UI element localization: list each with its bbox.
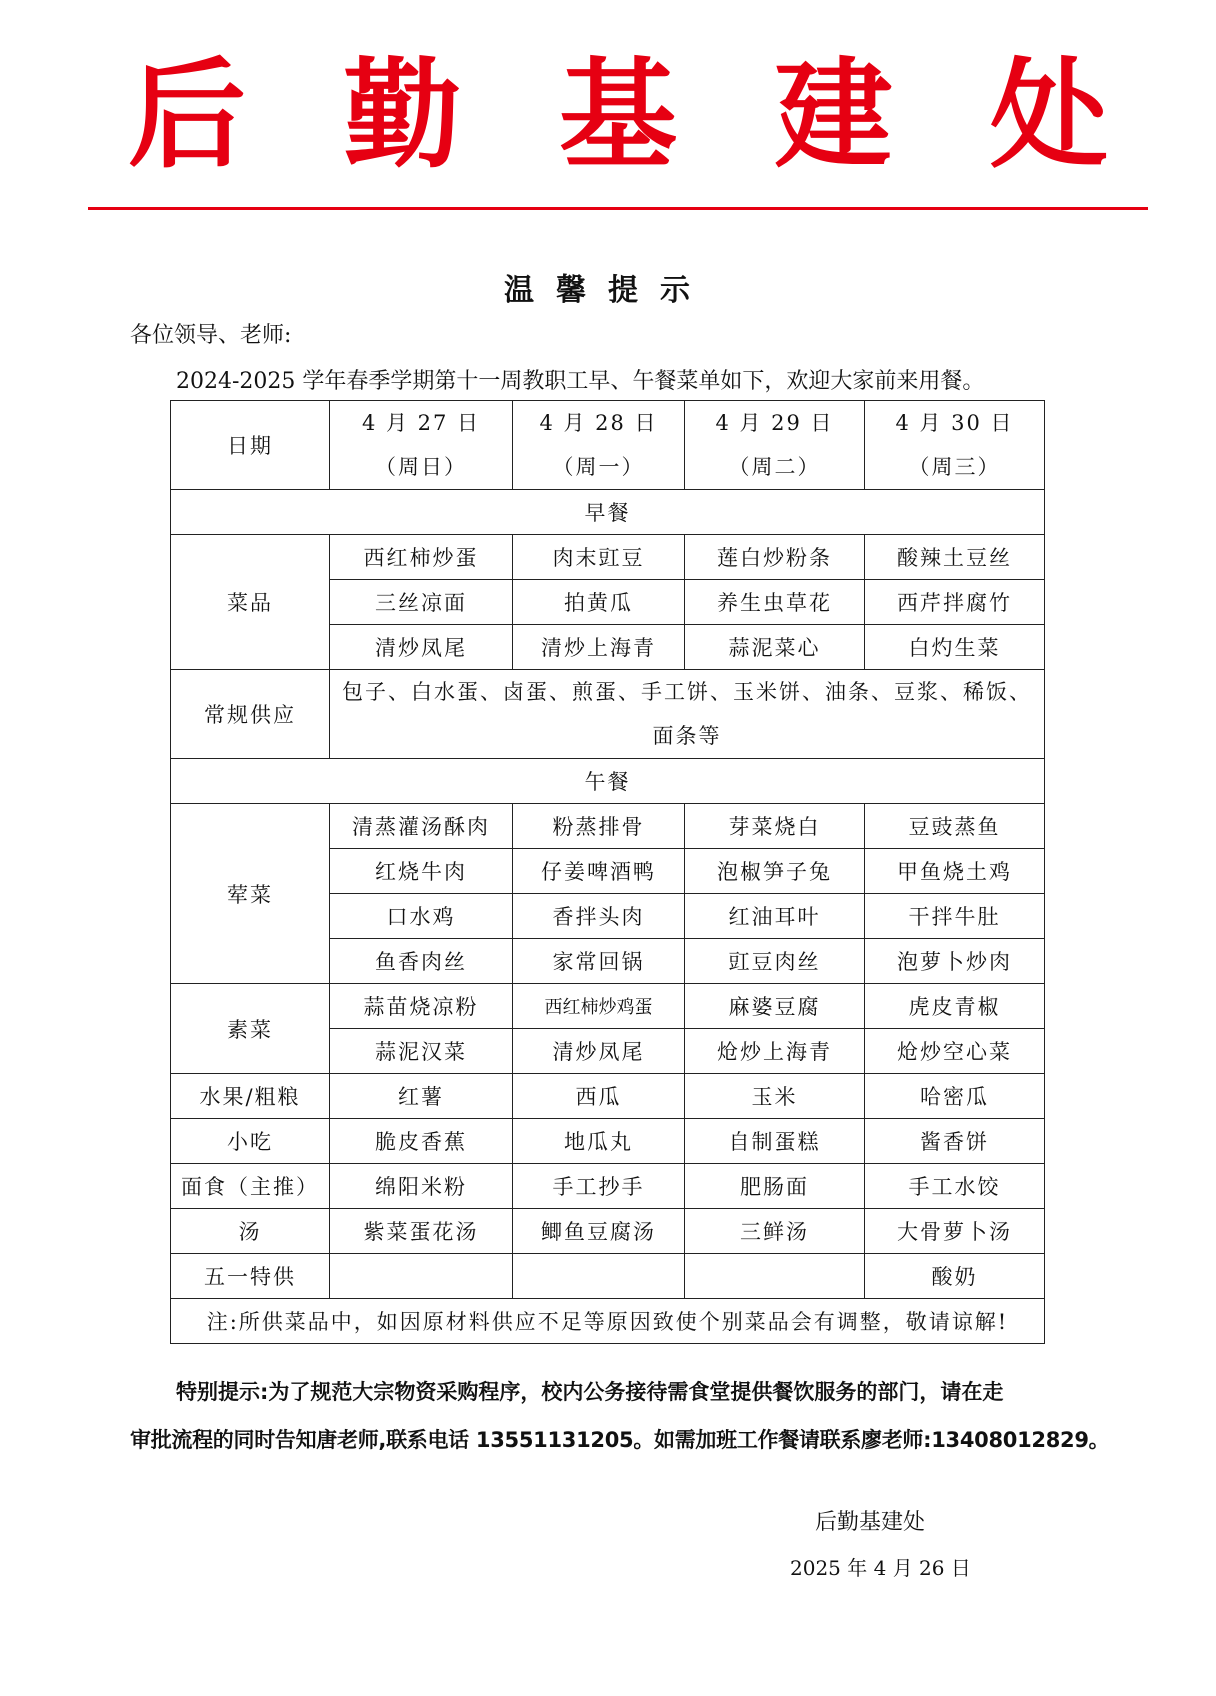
day-header — [513, 401, 685, 490]
dish-cell: 清炒上海青 — [513, 625, 685, 670]
snack-label: 小吃 — [171, 1119, 330, 1164]
special-notice-line: 审批流程的同时告知唐老师,联系电话 13551131205。如需加班工作餐请联系廖老师:13408012829。 — [130, 1428, 1110, 1452]
dish-cell: 香拌头肉 — [513, 894, 685, 939]
date-row — [171, 401, 1045, 490]
table-row — [171, 1209, 1045, 1254]
regular-supply-cell — [330, 670, 1045, 759]
table-row — [171, 1254, 1045, 1299]
meat-dishes-label: 荤菜 — [171, 804, 330, 984]
dish-cell: 红烧牛肉 — [330, 849, 513, 894]
dish-cell: 虎皮青椒 — [865, 984, 1045, 1029]
soup-label: 汤 — [171, 1209, 330, 1254]
dish-cell: 肉末豇豆 — [513, 535, 685, 580]
table-row — [171, 1119, 1045, 1164]
day-header — [865, 401, 1045, 490]
dish-cell: 酸奶 — [865, 1254, 1045, 1299]
table-row — [171, 1164, 1045, 1209]
special-notice — [130, 1368, 1110, 1464]
day-header — [330, 401, 513, 490]
lunch-section-header: 午餐 — [171, 759, 1045, 804]
table-note: 注:所供菜品中，如因原材料供应不足等原因致使个别菜品会有调整，敬请谅解! — [171, 1299, 1045, 1344]
intro-text: 2024-2025 学年春季学期第十一周教职工早、午餐菜单如下，欢迎大家前来用餐。 — [176, 369, 985, 394]
dish-cell — [513, 1254, 685, 1299]
dish-cell: 蒜泥菜心 — [685, 625, 865, 670]
table-row — [171, 984, 1045, 1029]
masthead-divider — [88, 207, 1148, 210]
dish-cell: 脆皮香蕉 — [330, 1119, 513, 1164]
dish-cell: 蒜苗烧凉粉 — [330, 984, 513, 1029]
dish-cell: 泡椒笋子兔 — [685, 849, 865, 894]
day-date: 4 月 27 日 — [361, 411, 481, 435]
masthead — [88, 40, 1148, 190]
dish-cell: 芽菜烧白 — [685, 804, 865, 849]
dish-cell — [685, 1254, 865, 1299]
menu-table — [170, 400, 1045, 1344]
signature-date: 2025 年 4 月 26 日 — [790, 1556, 971, 1580]
fruit-label: 水果/粗粮 — [171, 1074, 330, 1119]
dish-cell: 豇豆肉丝 — [685, 939, 865, 984]
dish-cell: 西芹拌腐竹 — [865, 580, 1045, 625]
veg-dishes-label: 素菜 — [171, 984, 330, 1074]
dish-cell: 仔姜啤酒鸭 — [513, 849, 685, 894]
table-row — [171, 535, 1045, 580]
dish-cell: 酸辣土豆丝 — [865, 535, 1045, 580]
signature-org: 后勤基建处 — [815, 1510, 926, 1535]
dish-cell: 肥肠面 — [685, 1164, 865, 1209]
dish-cell: 手工抄手 — [513, 1164, 685, 1209]
table-row — [171, 804, 1045, 849]
dish-cell: 拍黄瓜 — [513, 580, 685, 625]
masthead-char: 勤 — [343, 45, 462, 184]
table-row — [171, 670, 1045, 759]
dish-cell: 养生虫草花 — [685, 580, 865, 625]
day-weekday: （周一） — [552, 455, 645, 479]
dish-cell — [330, 1254, 513, 1299]
dish-cell: 炝炒空心菜 — [865, 1029, 1045, 1074]
regular-supply-label: 常规供应 — [171, 670, 330, 759]
dish-cell: 蒜泥汉菜 — [330, 1029, 513, 1074]
page-title: 温馨提示 — [504, 273, 712, 308]
dish-cell: 麻婆豆腐 — [685, 984, 865, 1029]
dish-cell: 莲白炒粉条 — [685, 535, 865, 580]
dish-cell: 绵阳米粉 — [330, 1164, 513, 1209]
dish-cell: 红油耳叶 — [685, 894, 865, 939]
dish-cell: 手工水饺 — [865, 1164, 1045, 1209]
dish-cell: 地瓜丸 — [513, 1119, 685, 1164]
dish-cell: 泡萝卜炒肉 — [865, 939, 1045, 984]
dish-cell: 白灼生菜 — [865, 625, 1045, 670]
noodle-label: 面食（主推） — [171, 1164, 330, 1209]
dish-cell: 干拌牛肚 — [865, 894, 1045, 939]
day-date: 4 月 28 日 — [539, 411, 658, 435]
regular-supply-line: 包子、白水蛋、卤蛋、煎蛋、手工饼、玉米饼、油条、豆浆、稀饭、 — [342, 680, 1032, 704]
dish-cell: 家常回锅 — [513, 939, 685, 984]
dish-cell: 自制蛋糕 — [685, 1119, 865, 1164]
dish-cell: 鲫鱼豆腐汤 — [513, 1209, 685, 1254]
dish-cell: 清炒凤尾 — [513, 1029, 685, 1074]
day-date: 4 月 30 日 — [895, 411, 1014, 435]
dish-cell: 西瓜 — [513, 1074, 685, 1119]
special-notice-line: 特别提示:为了规范大宗物资采购程序，校内公务接待需食堂提供餐饮服务的部门，请在走 — [176, 1380, 1004, 1404]
dish-cell: 炝炒上海青 — [685, 1029, 865, 1074]
masthead-char: 基 — [558, 45, 677, 184]
date-label: 日期 — [171, 401, 330, 490]
dish-cell: 酱香饼 — [865, 1119, 1045, 1164]
dish-cell: 三丝凉面 — [330, 580, 513, 625]
masthead-char: 建 — [774, 45, 893, 184]
regular-supply-line: 面条等 — [652, 724, 722, 748]
masthead-char: 后 — [128, 45, 247, 184]
breakfast-section-header: 早餐 — [171, 490, 1045, 535]
dish-cell: 哈密瓜 — [865, 1074, 1045, 1119]
dish-cell: 红薯 — [330, 1074, 513, 1119]
salutation: 各位领导、老师: — [130, 323, 292, 348]
day-weekday: （周二） — [728, 455, 821, 479]
dish-cell: 口水鸡 — [330, 894, 513, 939]
day-date: 4 月 29 日 — [715, 411, 834, 435]
breakfast-dishes-label: 菜品 — [171, 535, 330, 670]
dish-cell: 粉蒸排骨 — [513, 804, 685, 849]
dish-cell: 豆豉蒸鱼 — [865, 804, 1045, 849]
dish-cell: 甲鱼烧土鸡 — [865, 849, 1045, 894]
day-header — [685, 401, 865, 490]
dish-cell: 三鲜汤 — [685, 1209, 865, 1254]
day-weekday: （周日） — [375, 455, 467, 479]
table-row — [171, 1074, 1045, 1119]
dish-cell: 大骨萝卜汤 — [865, 1209, 1045, 1254]
dish-cell: 紫菜蛋花汤 — [330, 1209, 513, 1254]
day-weekday: （周三） — [908, 455, 1001, 479]
masthead-char: 处 — [989, 45, 1108, 184]
dish-cell: 鱼香肉丝 — [330, 939, 513, 984]
special-supply-label: 五一特供 — [171, 1254, 330, 1299]
dish-cell: 清蒸灌汤酥肉 — [330, 804, 513, 849]
dish-cell: 清炒凤尾 — [330, 625, 513, 670]
dish-cell: 玉米 — [685, 1074, 865, 1119]
dish-cell: 西红柿炒蛋 — [330, 535, 513, 580]
dish-cell: 西红柿炒鸡蛋 — [513, 984, 685, 1029]
